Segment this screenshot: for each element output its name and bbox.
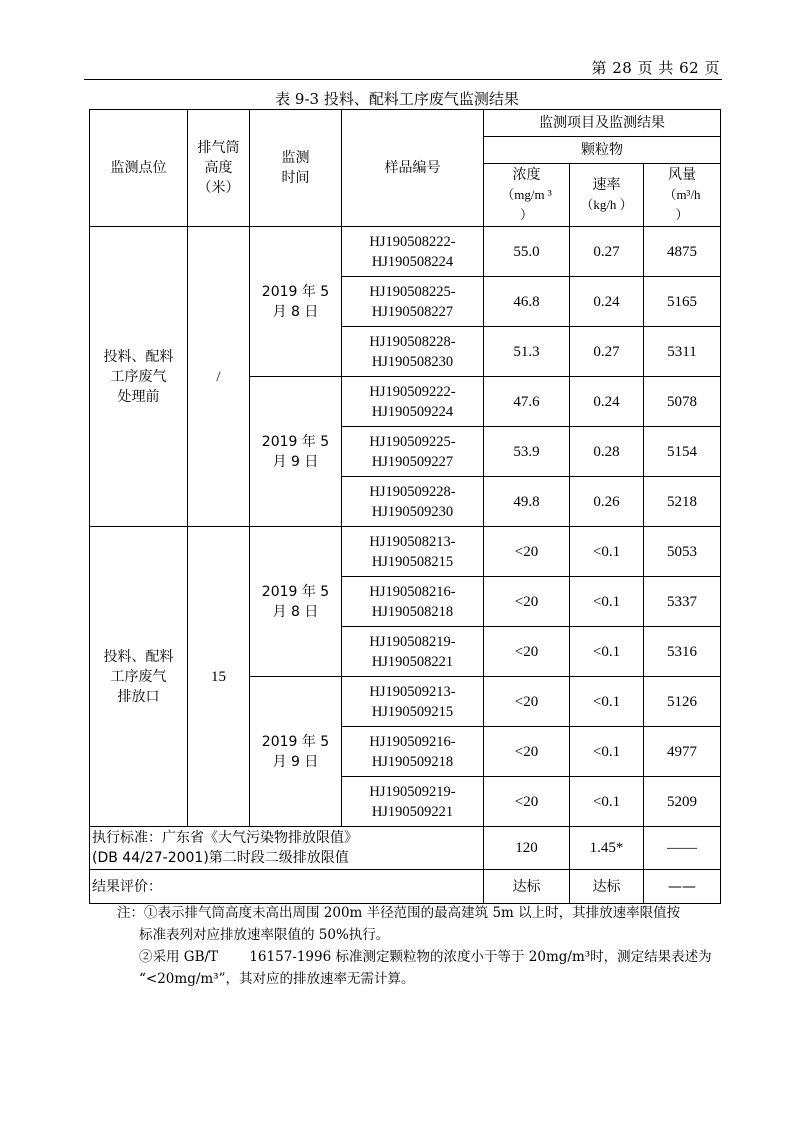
note-line: 标准表列对应排放速率限值的 50%执行。 xyxy=(139,927,390,943)
monitoring-date xyxy=(250,377,342,527)
standard-rate: 1.45* xyxy=(570,827,644,870)
monitoring-date-line: 2019 年 5 xyxy=(261,583,330,600)
monitoring-date-line: 月 8 日 xyxy=(272,303,319,320)
standard-label xyxy=(90,827,484,870)
sample-code-line: HJ190509216- xyxy=(369,733,456,750)
table-row xyxy=(90,227,721,277)
evaluation-row xyxy=(90,870,721,904)
monitoring-point-line: 工序废气 xyxy=(110,368,167,385)
sample-code-line: HJ190508230 xyxy=(371,353,454,370)
note-line: ②采用 GB/T 16157-1996 标准测定颗粒物的浓度小于等于 20mg/m³时，测定结果表述为 xyxy=(139,949,712,965)
sample-code-line: HJ190508221 xyxy=(371,653,454,670)
header-height-line: 高度 xyxy=(204,160,233,176)
standard-conc: 120 xyxy=(484,827,570,870)
monitoring-date-line: 2019 年 5 xyxy=(261,733,330,750)
concentration-value: <20 xyxy=(484,777,570,827)
header-rate-line: （kg/h ） xyxy=(580,197,633,212)
table-notes xyxy=(117,902,727,990)
flow-value: 5311 xyxy=(644,327,721,377)
evaluation-conc: 达标 xyxy=(484,870,570,904)
header-conc-line: 浓度 xyxy=(512,167,541,183)
monitoring-date xyxy=(250,527,342,677)
sample-code xyxy=(342,427,484,477)
monitoring-date xyxy=(250,227,342,377)
monitoring-point-line: 排放口 xyxy=(117,688,160,705)
sample-code xyxy=(342,477,484,527)
rate-value: <0.1 xyxy=(570,777,644,827)
sample-code xyxy=(342,327,484,377)
monitoring-date-line: 月 9 日 xyxy=(272,453,319,470)
rate-value: 0.26 xyxy=(570,477,644,527)
rate-value: <0.1 xyxy=(570,677,644,727)
rate-value: 0.28 xyxy=(570,427,644,477)
sample-code-line: HJ190509227 xyxy=(371,453,454,470)
header-flow-line: ） xyxy=(675,207,689,222)
header-flow xyxy=(644,164,721,227)
monitoring-date-line: 月 9 日 xyxy=(272,753,319,770)
flow-value: 5154 xyxy=(644,427,721,477)
monitoring-point-line: 处理前 xyxy=(117,388,160,405)
concentration-value: <20 xyxy=(484,677,570,727)
rate-value: <0.1 xyxy=(570,527,644,577)
header-height-line: 排气筒 xyxy=(197,140,240,156)
sample-code xyxy=(342,577,484,627)
sample-code-line: HJ190509224 xyxy=(371,403,454,420)
sample-code xyxy=(342,727,484,777)
sample-code xyxy=(342,227,484,277)
monitoring-point-line: 工序废气 xyxy=(110,668,167,685)
sample-code-line: HJ190508213- xyxy=(369,533,456,550)
header-flow-line: （m³/h xyxy=(663,187,701,202)
header-conc-line: （mg/m ³ xyxy=(501,187,552,202)
sample-code-line: HJ190509218 xyxy=(371,753,454,770)
sample-code-line: HJ190508224 xyxy=(371,253,454,270)
monitoring-table xyxy=(89,109,721,904)
monitoring-date xyxy=(250,677,342,827)
header-sample: 样品编号 xyxy=(342,110,484,227)
concentration-value: <20 xyxy=(484,527,570,577)
sample-code-line: HJ190509215 xyxy=(371,703,454,720)
flow-value: 5126 xyxy=(644,677,721,727)
monitoring-point-line: 投料、配料 xyxy=(103,348,174,365)
note-line: “<20mg/m³”，其对应的排放速率无需计算。 xyxy=(139,971,415,987)
rate-value: 0.27 xyxy=(570,227,644,277)
header-point: 监测点位 xyxy=(90,110,188,227)
concentration-value: <20 xyxy=(484,727,570,777)
flow-value: 4875 xyxy=(644,227,721,277)
flow-value: 5078 xyxy=(644,377,721,427)
header-subgroup: 颗粒物 xyxy=(484,137,721,164)
header-flow-line: 风量 xyxy=(668,167,696,183)
stack-height: / xyxy=(188,227,250,527)
flow-value: 5053 xyxy=(644,527,721,577)
rate-value: 0.24 xyxy=(570,277,644,327)
flow-value: 4977 xyxy=(644,727,721,777)
flow-value: 5218 xyxy=(644,477,721,527)
sample-code-line: HJ190508227 xyxy=(371,303,454,320)
sample-code-line: HJ190508225- xyxy=(369,283,456,300)
header-time-line: 时间 xyxy=(281,170,310,186)
flow-value: 5337 xyxy=(644,577,721,627)
concentration-value: 49.8 xyxy=(484,477,570,527)
standard-row xyxy=(90,827,721,870)
sample-code xyxy=(342,527,484,577)
sample-code-line: HJ190509213- xyxy=(369,683,456,700)
concentration-value: <20 xyxy=(484,627,570,677)
header-rule xyxy=(84,79,722,80)
sample-code-line: HJ190508219- xyxy=(369,633,456,650)
monitoring-point xyxy=(90,227,188,527)
sample-code-line: HJ190508228- xyxy=(369,333,456,350)
monitoring-date-line: 2019 年 5 xyxy=(261,433,330,450)
concentration-value: 55.0 xyxy=(484,227,570,277)
header-height-line: （米） xyxy=(197,180,240,196)
evaluation-label: 结果评价： xyxy=(90,870,484,904)
monitoring-date-line: 月 8 日 xyxy=(272,603,319,620)
header-time xyxy=(250,110,342,227)
evaluation-rate: 达标 xyxy=(570,870,644,904)
sample-code xyxy=(342,677,484,727)
concentration-value: 46.8 xyxy=(484,277,570,327)
sample-code-line: HJ190508215 xyxy=(371,553,454,570)
concentration-value: 51.3 xyxy=(484,327,570,377)
table-row xyxy=(90,527,721,577)
sample-code-line: HJ190509219- xyxy=(369,783,456,800)
standard-label-line: (DB 44/27-2001)第二时段二级排放限值 xyxy=(92,850,349,866)
header-group: 监测项目及监测结果 xyxy=(484,110,721,137)
header-rate xyxy=(570,164,644,227)
sample-code xyxy=(342,777,484,827)
table-caption: 表 9-3 投料、配料工序废气监测结果 xyxy=(275,90,519,108)
sample-code-line: HJ190508216- xyxy=(369,583,456,600)
note-line: 注：①表示排气筒高度未高出周围 200m 半径范围的最高建筑 5m 以上时，其排放速率限值按 xyxy=(117,905,681,921)
flow-value: 5165 xyxy=(644,277,721,327)
rate-value: 0.24 xyxy=(570,377,644,427)
header-time-line: 监测 xyxy=(281,150,310,166)
evaluation-flow: —— xyxy=(644,870,721,904)
standard-label-line: 执行标准：广东省《大气污染物排放限值》 xyxy=(92,830,358,846)
standard-flow: —— xyxy=(644,827,721,870)
rate-value: 0.27 xyxy=(570,327,644,377)
sample-code-line: HJ190509230 xyxy=(371,503,454,520)
sample-code-line: HJ190509221 xyxy=(371,803,454,820)
sample-code xyxy=(342,277,484,327)
flow-value: 5316 xyxy=(644,627,721,677)
page-number: 第 28 页 共 62 页 xyxy=(591,59,720,77)
sample-code-line: HJ190508222- xyxy=(369,233,456,250)
header-conc xyxy=(484,164,570,227)
header-height xyxy=(188,110,250,227)
rate-value: <0.1 xyxy=(570,577,644,627)
sample-code-line: HJ190509222- xyxy=(369,383,456,400)
concentration-value: 47.6 xyxy=(484,377,570,427)
sample-code-line: HJ190509225- xyxy=(369,433,456,450)
sample-code xyxy=(342,377,484,427)
monitoring-point-line: 投料、配料 xyxy=(103,648,174,665)
header-rate-line: 速率 xyxy=(592,177,621,193)
flow-value: 5209 xyxy=(644,777,721,827)
sample-code-line: HJ190509228- xyxy=(369,483,456,500)
header-conc-line: ） xyxy=(519,207,533,222)
monitoring-date-line: 2019 年 5 xyxy=(261,283,330,300)
stack-height: 15 xyxy=(188,527,250,827)
monitoring-point xyxy=(90,527,188,827)
sample-code-line: HJ190508218 xyxy=(371,603,454,620)
rate-value: <0.1 xyxy=(570,627,644,677)
concentration-value: 53.9 xyxy=(484,427,570,477)
sample-code xyxy=(342,627,484,677)
concentration-value: <20 xyxy=(484,577,570,627)
rate-value: <0.1 xyxy=(570,727,644,777)
